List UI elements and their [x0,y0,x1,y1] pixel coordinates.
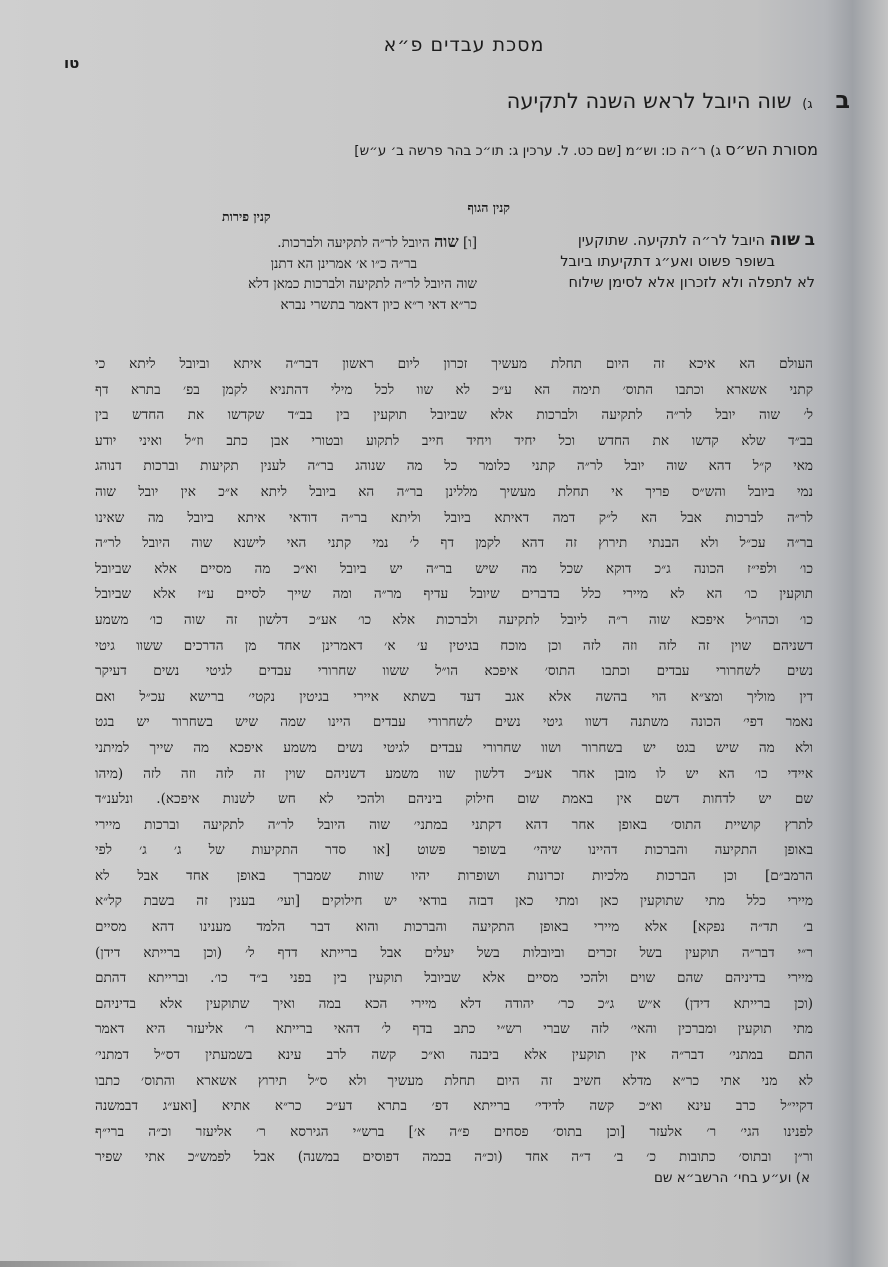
body-line: מתי תוקעין ומברכין והאי׳ לזה שברי רש״י כתב בדף ל׳ דהאי ברייתא ר׳ אליעזר היא דאמר [95,1021,813,1038]
commentary-line: שוה היובל לר״ה לתקיעה ולברכות כמאן דלא [248,276,477,292]
body-line: התם במתני׳ דבר״ה אין תוקעין אלא ביבנה וא״כ קשה לרב עינא בשמעתין דס״ל דמתני׳ [95,1047,813,1064]
body-line: מיירי כלל מתי שתוקעין כאן ומתי כאן דבזה בודאי יש חילוקים [ועי׳ בענין זה בשבת קל״א [95,893,813,910]
body-line: שם יש לדחות דשם אין באמת שום חילוק ביניהם ולהכי לא חש לשנות איפכא). ונלענ״ד [95,791,813,808]
note-marker: [ו] [463,235,477,251]
masoret-label: מסורת הש״ס [725,140,818,159]
body-line: כו׳ ולפי״ז הכונה ג״כ דוקא שכל מה שיש בר״ה יש ביובל וא״כ מה מסיים אלא שביובל [95,560,813,577]
commentary-line: [ו] שוה היובל לר״ה לתקיעה ולברכות. [277,232,477,251]
body-line: נמי ביובל והש״ס פריך אי תחלת מעשיך מללינן בר״ה הא ביובל ליתא א״כ אין יובל שוה [95,483,813,500]
body-line: ר״י דבר״ה תוקעין בשל זכרים וביובלות בשל יעלים אבל ברייתא דדף ל׳ (וכן ברייתא דידן) [95,944,813,961]
commentary-line: ב שוה היובל לר״ה לתקיעה. שתוקעין [577,230,815,250]
body-line: נשים לשחרורי עבדים וכתבו התוס׳ איפכא הו״ל ששוו שחרורי עבדים לגיטי נשים דעיקר [95,663,813,680]
body-line: דקיי״ל כרב עינא וא״כ קשה לדידי׳ ברייתא דפ׳ בתרא דע״כ כר״א אתיא [ואע״ג דבמשנה [95,1098,813,1115]
lead-word: שוה [769,230,801,250]
body-line: העולם הא איכא זה היום תחלת מעשיך זכרון ליום ראשון דבר״ה איתא וביובל ליתא כי [95,356,813,372]
commentary-right-column [450,230,815,294]
column-heading-left: קנין פירות [222,209,271,224]
footnote: א) וע״ע בחי׳ הרשב״א שם [653,1170,810,1186]
body-line: דשניהם שוין זה לזה וזה לזה וכן מוכח בגיטין ע׳ א׳ דאמרינן אחד מן הדרכים ששוו גיטי [95,637,813,654]
body-line: מיירי בדיניהם שהם שוים ולהכי מסיים אלא שביובל תוקעין בין בפני ב״ד כו׳. וברייתא דהתם [95,970,813,987]
body-line: בב״ד שלא קדשו את החדש וכל יחיד ויחיד חייב לתקוע ובטורי אבן כתב וז״ל ואיני יודע [95,432,813,449]
body-line: בר״ה עכ״ל ולא הבנתי תירוץ זה דהא לקמן דף ל׳ נמי קתני האי לישנא שוה היובל לר״ה [95,535,813,552]
commentary-left-column [92,232,477,315]
section-title-text: שוה היובל לראש השנה לתקיעה [506,89,792,113]
body-line: באופן התקיעה והברכות דהיינו שיהי׳ בשופר פשוט [או סדר התקיעות של ג׳ ג׳ לפי [95,842,813,859]
body-line: איידי כו׳ הא יש לו מובן אחר אע״כ דלשון שוו משמע דשניהם שוין זה לזה וזה לזה (מיהו [95,765,813,782]
masoret-text: ג) ר״ה כו: וש״מ [שם כט. ל. ערכין ג: תו״כ בהר פרשה ב׳ ע״ש] [354,143,721,159]
body-line: לר״ה לברכות אבל הא ל״ק דמה דאיתא ביובל וליתא בר״ה דודאי איתא ביובל מה שאינו [95,509,813,526]
lead-word: שוה [434,232,459,251]
commentary-line: בר״ה כ״ו א׳ אמרינן הא דתנן [270,255,417,272]
body-line: הרמב״ם] וכן הברכות מלכיות זכרונות ושופרות יהיו שוות שמברך באופן אחד אבל לא [95,867,813,884]
body-line: מאי ק״ל דהא שוה יובל לר״ה קתני כלומר כל מה שנוהג בר״ה לענין תקיעות וברכות דנוהג [95,458,813,475]
body-line: לתרץ קושיית התוס׳ באופן אחר דהא דקתני במתני׳ שוה היובל לר״ה לתקיעה וברכות מיירי [95,816,813,833]
lead-letter: ב [804,230,815,250]
commentary-line: כר״א דאי ר״א כיון דאמר בתשרי נברא [280,296,477,313]
commentary-line: בשופר פשוט ואע״ג דתקיעתו ביובל [560,254,775,270]
body-line: לא מני אתי כר״א מדלא חשיב זה היום תחלת מעשיך ולא ס״ל תירוץ אשארא והתוס׳ כתבו [95,1072,813,1089]
masoret-hashas [78,140,818,159]
body-line: ל׳ שוה יובל לר״ה לתקיעה ולברכות אלא שביובל תוקעין בין בב״ד שקדשו את החדש בין [95,407,813,424]
body-line: ולא מה שיש בגט יש בשחרור ושוו שחרורי עבדים לגיטי נשים משמע איפכא מה שייך למיתני [95,739,813,756]
column-heading-right: קנין הגוף [467,200,510,215]
body-line: קתני אשארא וכתבו התוס׳ תימה הא ע״כ לא שוו לכל מילי דהתניא לקמן בפ׳ בתרא דף [95,381,813,398]
body-line: (וכן ברייתא דידן) א״ש ג״כ כר׳ יהודה דלא מיירי הכא במה ואיך שתוקעין אלא בדיניהם [95,995,813,1012]
body-line: כו׳ וכהו״ל איפכא שוה ר״ה ליובל לתקיעה ולברכות אלא כו׳ אע״כ דלשון זה שוה כו׳ משמע [95,611,813,628]
section-letter: ב [835,86,850,114]
body-line: נאמר דפי׳ הכונה משתנה דשוו גיטי נשים לשחרורי עבדים היינו שמה שיש בשחרור יש בגט [95,714,813,731]
commentary-line: לא לתפלה ולא לזכרון אלא לסימן שילוח [568,275,815,291]
page-number: טו [64,54,80,72]
body-line: תוקעין כו׳ הא לא מיירי כלל בדברים שיובל עדיף מר״ה ומה שייך לסיים ע״ז אלא שביובל [95,586,813,603]
running-title: מסכת עבדים פ״א [383,34,545,56]
body-line: לפנינו הגי׳ ר׳ אלעזר [וכן בתוס׳ פסחים פ״ה א׳] ברש״י הגירסא ר׳ אליעזר וכ״ה ברי״ף [95,1123,814,1140]
section-title [250,86,850,114]
body-line: דין מוליך ומצ״א הוי בהשה אלא אגב דעד בשתא איירי בגיטין נקטי׳ ברישא עכ״ל ואם [95,688,813,705]
section-marker: ג) [802,97,813,112]
page-edge-shadow [0,1261,300,1267]
body-line: ור״ן ובתוס׳ כתובות כ׳ ב׳ ד״ה אחד (וכ״ה בכמה דפוסים במשנה) אבל לפמש״כ אתי שפיר [95,1149,813,1166]
body-line: ב׳ תד״ה נפקא] אלא מיירי באופן התקיעה והברכות והוא דבר הלמד מענינו דהא מסיים [95,919,813,936]
main-commentary-body [95,352,813,1171]
